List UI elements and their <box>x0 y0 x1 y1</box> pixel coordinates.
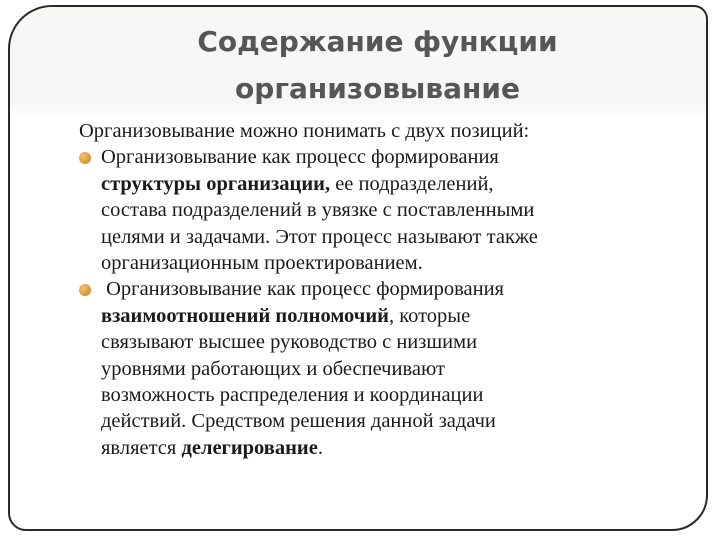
item-1-line-5: организационным проектированием. <box>101 252 423 275</box>
item-2-line-5: возможность распределения и координации <box>101 384 484 407</box>
item-2-line-1: Организовывание как процесс формирования <box>101 278 504 301</box>
bullet-dot-icon <box>79 152 91 164</box>
item-1-line-3: состава подразделений в увязке с поставленными <box>101 199 535 222</box>
bullet-list <box>79 144 679 461</box>
title-line-1: Содержание функции <box>197 25 558 58</box>
item-2-line-2: взаимоотношений полномочий, которые <box>101 304 471 327</box>
item-1-line-4: целями и задачами. Этот процесс называют также <box>101 225 538 248</box>
item-2-line-4: уровнями работающих и обеспечивают <box>101 357 445 380</box>
bold-term-delegation: делегирование <box>181 436 318 459</box>
intro-text: Организовывание можно понимать с двух позиций: <box>79 120 530 142</box>
slide-body <box>79 118 679 461</box>
slide-title <box>150 18 605 112</box>
list-item <box>79 144 679 276</box>
bold-term-authority-relations: взаимоотношений полномочий <box>101 304 389 327</box>
item-1-line-1: Организовывание как процесс формирования <box>101 146 499 169</box>
item-1-line-2: структуры организации, ее подразделений, <box>101 172 494 195</box>
item-2-line-6: действий. Средством решения данной задачи <box>101 410 496 433</box>
bold-term-structure: структуры организации, <box>101 172 331 195</box>
item-2-line-7: является делегирование. <box>101 436 323 459</box>
list-item <box>79 276 679 461</box>
item-2-line-3: связывают высшее руководство с низшими <box>101 331 478 354</box>
bullet-dot-icon <box>79 284 91 296</box>
title-line-2: организовывание <box>235 72 520 105</box>
